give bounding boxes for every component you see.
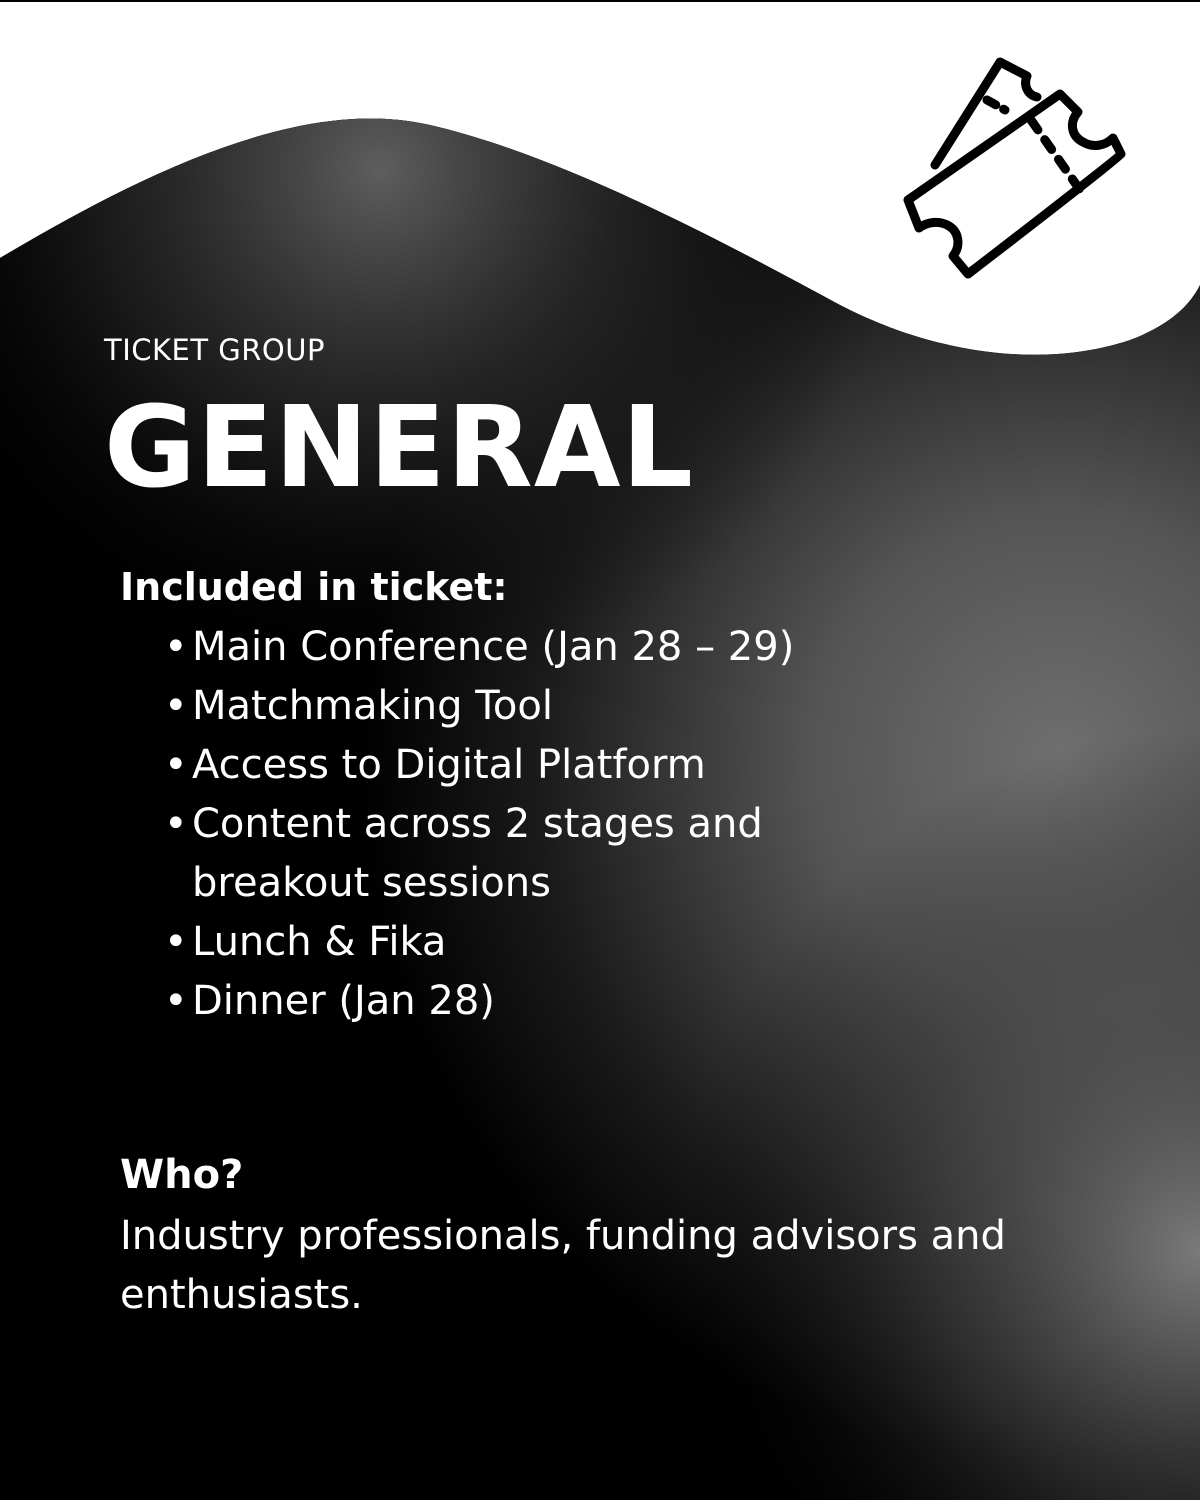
- included-heading: Included in ticket:: [120, 565, 508, 609]
- bullet-icon: •: [164, 919, 188, 965]
- list-item: [160, 677, 940, 736]
- list-item-text: Content across 2 stages and breakout sessions: [192, 801, 763, 906]
- included-list: [160, 618, 940, 1031]
- list-item-text: Access to Digital Platform: [192, 742, 706, 788]
- who-heading: Who?: [120, 1152, 244, 1198]
- top-border-line: [0, 0, 1200, 2]
- bullet-icon: •: [164, 683, 188, 729]
- bullet-icon: •: [164, 978, 188, 1024]
- list-item: [160, 795, 940, 913]
- bullet-icon: •: [164, 742, 188, 788]
- list-item-text: Matchmaking Tool: [192, 683, 553, 729]
- list-item: [160, 618, 940, 677]
- bullet-icon: •: [164, 624, 188, 670]
- ticket-icon: [895, 50, 1145, 285]
- who-description: Industry professionals, funding advisors and enthusiasts.: [120, 1213, 1006, 1318]
- bullet-icon: •: [164, 801, 188, 847]
- page-title: GENERAL: [104, 383, 694, 513]
- eyebrow-label: TICKET GROUP: [104, 333, 325, 367]
- list-item-text: Main Conference (Jan 28 – 29): [192, 624, 795, 670]
- list-item: [160, 972, 940, 1031]
- list-item: [160, 736, 940, 795]
- list-item-text: Lunch & Fika: [192, 919, 447, 965]
- list-item-text: Dinner (Jan 28): [192, 978, 495, 1024]
- list-item: [160, 913, 940, 972]
